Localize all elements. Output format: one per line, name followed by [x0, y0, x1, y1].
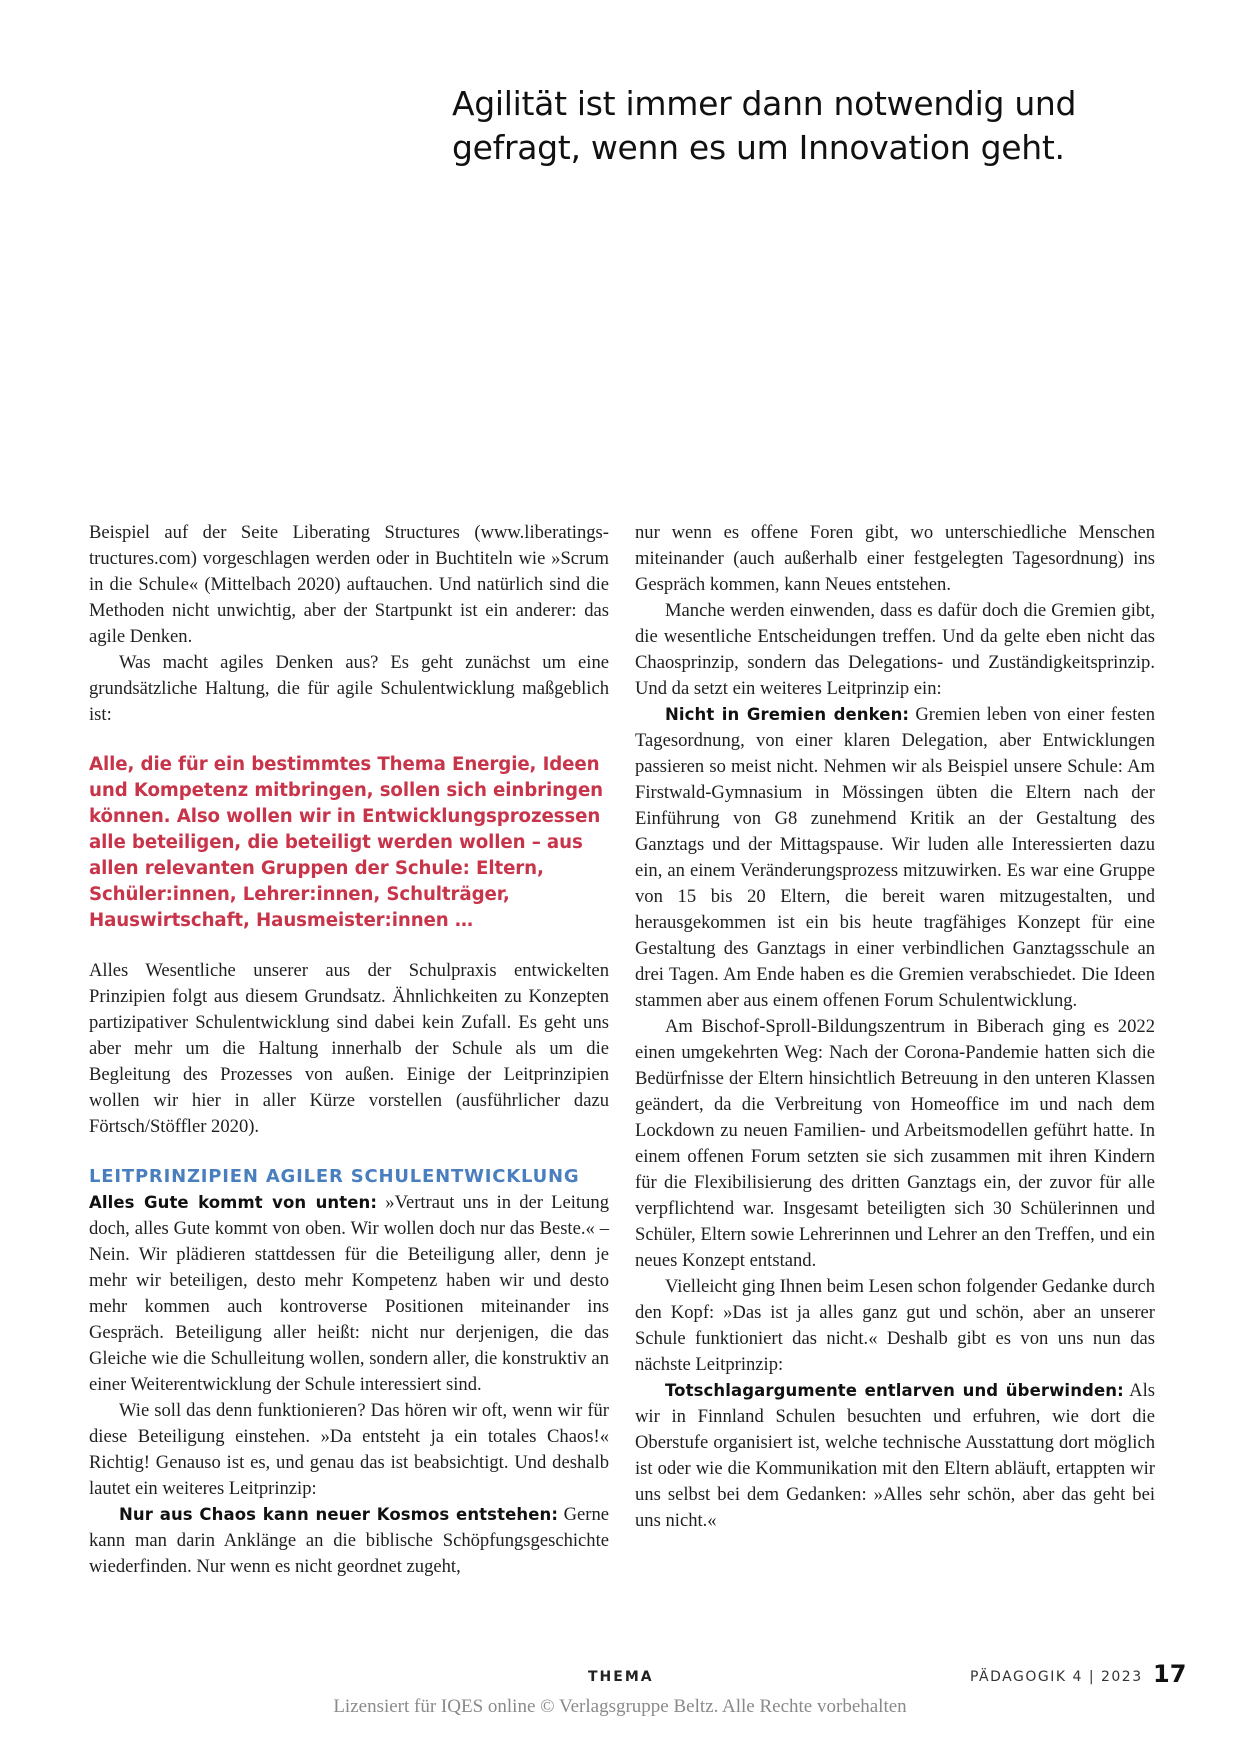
paragraph: Was macht agiles Denken aus? Es geht zunächst um eine grundsätzliche Haltung, die für agile Schulentwicklung maßgeblich ist: [89, 652, 609, 725]
license-notice: Lizensiert für IQES online © Verlagsgruppe Beltz. Alle Rechte vorbehalten [333, 1696, 907, 1717]
paragraph: Alles Wesentliche unserer aus der Schulpraxis entwickelten Prinzipien folgt aus diesem Grundsatz. Ähnlichkeiten zu Konzepten partizipativer Schulentwicklung sind dabei kein Zufall. Es geht uns aber mehr um die Haltung innerhalb der Schule als um die Begleitung des Prozesses von außen. Einige der Leitprinzipien wollen wir hier in aller Kürze vorstellen (ausführlicher dazu Förtsch/Stöffler 2020). [89, 960, 609, 1137]
principle-title: Totschlagargumente entlarven und überwinden: [665, 1381, 1124, 1400]
paragraph [635, 1378, 1155, 1534]
paragraph: Wie soll das denn funktionieren? Das hören wir oft, wenn wir für diese Beteiligung einstehen. »Da entsteht ja ein totales Chaos!« Richtig! Genauso ist es, und genau das ist beabsichtigt. Und deshalb lautet ein weiteres Leitprinzip: [89, 1400, 609, 1499]
paragraph [89, 1502, 609, 1580]
paragraph: Am Bischof-Sproll-Bildungszentrum in Biberach ging es 2022 einen umgekehrten Weg: Nach der Corona-Pandemie hatten sich die Bedürfnisse der Eltern hinsichtlich Betreuung in den unteren Klassen geändert, da die Verbreitung von Homeoffice im und nach dem Lockdown zu neuen Familien- und Arbeitsmodellen geführt hatte. In einem offenen Forum setzten sie sich zusammen mit ihren Kindern für die Flexibilisierung des dritten Ganztags ein, der zuvor für alle verpflichtend war. Insgesamt beteiligten sich 30 Schülerinnen und Schüler, Eltern sowie Lehrerinnen und Lehrer an den Treffen, und ein neues Konzept entstand. [635, 1016, 1155, 1271]
pull-quote [452, 82, 1152, 170]
paragraph-text: Gerne kann man darin Anklänge an die biblische Schöpfungsgeschichte wiederfinden. Nur wenn es nicht geordnet zugeht, [89, 1504, 610, 1577]
footer-journal-issue: PÄDAGOGIK 4 | 2023 [970, 1669, 1143, 1685]
left-column [89, 520, 609, 1580]
principle-title: Nur aus Chaos kann neuer Kosmos entstehen: [119, 1505, 559, 1524]
right-column [635, 520, 1155, 1534]
principle-title: Nicht in Gremien denken: [665, 705, 910, 724]
pull-quote-line-2: gefragt, wenn es um Innovation geht. [452, 128, 1065, 167]
principle-title: Alles Gute kommt von unten: [89, 1193, 378, 1212]
section-heading: LEITPRINZIPIEN AGILER SCHULENTWICKLUNG [89, 1166, 580, 1187]
paragraph-text: Als wir in Finnland Schulen besuchten und erfuhren, wie dort die Oberstufe organisiert ist, welche technische Ausstattung dort möglich ist oder wie die Kommunikation mit den Eltern abläuft, ertappten wir uns selbst bei dem Gedanken: »Alles sehr schön, aber das geht bei uns nicht.« [635, 1380, 1155, 1531]
paragraph [635, 702, 1155, 1014]
footer-section-label: THEMA [588, 1669, 654, 1685]
paragraph: Manche werden einwenden, dass es dafür doch die Gremien gibt, die wesentliche Entscheidungen treffen. Und da gelte eben nicht das Chaosprinzip, sondern das Delegations- und Zuständigkeitsprinzip. Und da setzt ein weiteres Leitprinzip ein: [635, 600, 1155, 699]
pull-quote-line-1: Agilität ist immer dann notwendig und [452, 84, 1077, 123]
paragraph-text: »Vertraut uns in der Leitung doch, alles Gute kommt von oben. Wir wollen doch nur das Beste.« – Nein. Wir plädieren stattdessen für die Beteiligung aller, denn je mehr wir beteiligen, desto mehr Kompetenz haben wir und desto mehr kommen auch kontroverse Positionen miteinander ins Gespräch. Beteiligung aller heißt: nicht nur derjenigen, die das Gleiche wie die Schulleitung wollen, sondern aller, die konstruktiv an einer Weiterentwicklung der Schule interessiert sind. [89, 1192, 609, 1395]
paragraph: Vielleicht ging Ihnen beim Lesen schon folgender Gedanke durch den Kopf: »Das ist ja alles ganz gut und schön, aber an unserer Schule funktioniert das nicht.« Deshalb gibt es von uns nun das nächste Leitprinzip: [635, 1276, 1155, 1375]
highlighted-statement: Alle, die für ein bestimmtes Thema Energie, Ideen und Kompetenz mitbringen, sollen sich einbringen können. Also wollen wir in Entwicklungsprozessen alle beteiligen, die beteiligt werden wollen – aus allen relevanten Gruppen der Schule: Eltern, Schüler:innen, Lehrer:innen, Schulträger, Hauswirtschaft, Hausmeister:innen … [89, 754, 604, 931]
paragraph: Beispiel auf der Seite Liberating Structures (www.liberatingstructures.com) vorgeschlagen werden oder in Buchtiteln wie »Scrum in die Schule« (Mittelbach 2020) auftauchen. Und natürlich sind die Methoden nicht unwichtig, aber der Startpunkt ist ein anderer: das agile Denken. [89, 522, 609, 647]
paragraph [89, 1190, 609, 1398]
page-number: 17 [1153, 1660, 1187, 1688]
paragraph: nur wenn es offene Foren gibt, wo unterschiedliche Menschen miteinander (auch außerhalb einer festgelegten Tagesordnung) ins Gespräch kommen, kann Neues entstehen. [635, 522, 1155, 595]
paragraph-text: Gremien leben von einer festen Tagesordnung, von einer klaren Delegation, aber Entwicklungen passieren so meist nicht. Nehmen wir als Beispiel unsere Schule: Am Firstwald-Gymnasium in Mössingen übten die Eltern nach der Einführung von G8 zunehmend Kritik an der Gestaltung des Ganztags und der Mittagspause. Wir luden alle Interessierten dazu ein, an einem Veränderungsprozess mitzuwirken. Es war eine Gruppe von 15 bis 20 Eltern, die bereit waren mitzugestalten, und herausgekommen ist ein bis heute tragfähiges Konzept für eine Gestaltung des Ganztags in einer verbindlichen Ganztagsschule an drei Tagen. Am Ende haben es die Gremien verabschiedet. Die Ideen stammen aber aus einem offenen Forum Schulentwicklung. [635, 704, 1155, 1011]
